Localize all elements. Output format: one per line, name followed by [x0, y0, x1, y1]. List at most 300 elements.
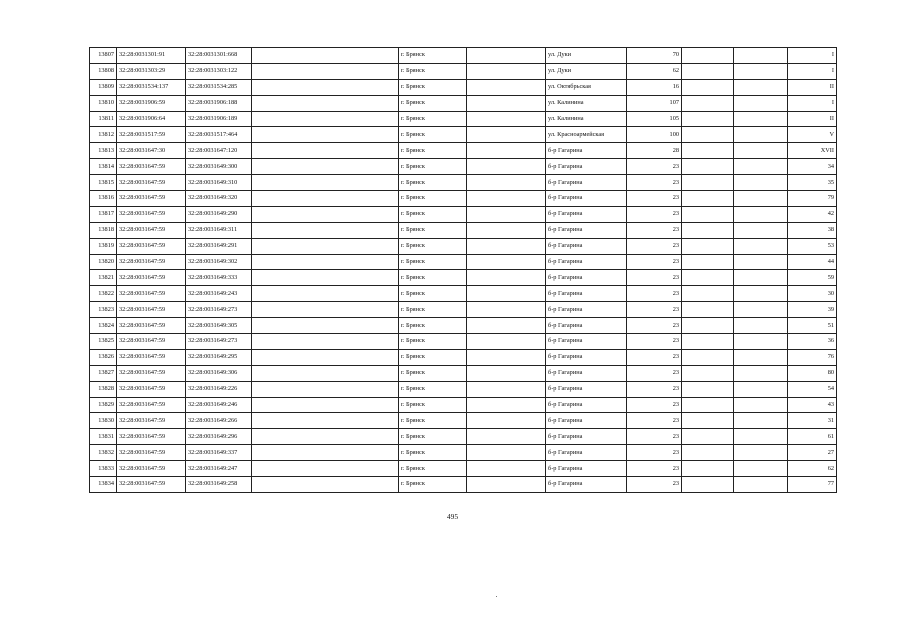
cadastral-number: 32:28:0031517:59 — [117, 127, 186, 143]
street-cell: б-р Гагарина — [546, 254, 627, 270]
object-cadastral-number: 32:28:0031649:337 — [186, 445, 252, 461]
empty-cell — [682, 191, 734, 207]
record-number: 13821 — [90, 270, 117, 286]
empty-cell — [252, 63, 399, 79]
table-row — [90, 413, 837, 429]
empty-cell — [734, 461, 788, 477]
cadastral-number: 32:28:0031647:59 — [117, 477, 186, 493]
empty-cell — [734, 238, 788, 254]
empty-cell — [734, 365, 788, 381]
street-cell: б-р Гагарина — [546, 413, 627, 429]
house-number: 23 — [627, 349, 682, 365]
record-number: 13829 — [90, 397, 117, 413]
record-number: 13830 — [90, 413, 117, 429]
table-row — [90, 79, 837, 95]
empty-cell — [734, 381, 788, 397]
table-row — [90, 429, 837, 445]
city-cell: г. Брянск — [399, 270, 467, 286]
empty-cell — [682, 318, 734, 334]
empty-cell — [467, 159, 546, 175]
unit-number: 59 — [788, 270, 837, 286]
empty-cell — [734, 254, 788, 270]
street-cell: ул. Октябрьская — [546, 79, 627, 95]
cadastral-number: 32:28:0031647:59 — [117, 159, 186, 175]
street-cell: б-р Гагарина — [546, 238, 627, 254]
empty-cell — [252, 461, 399, 477]
empty-cell — [252, 222, 399, 238]
record-number: 13833 — [90, 461, 117, 477]
empty-cell — [252, 127, 399, 143]
object-cadastral-number: 32:28:0031649:305 — [186, 318, 252, 334]
cadastral-number: 32:28:0031906:59 — [117, 95, 186, 111]
street-cell: б-р Гагарина — [546, 302, 627, 318]
street-cell: б-р Гагарина — [546, 159, 627, 175]
empty-cell — [252, 175, 399, 191]
empty-cell — [682, 334, 734, 350]
object-cadastral-number: 32:28:0031649:296 — [186, 429, 252, 445]
empty-cell — [682, 270, 734, 286]
unit-number: 31 — [788, 413, 837, 429]
empty-cell — [467, 349, 546, 365]
table-row — [90, 175, 837, 191]
house-number: 23 — [627, 175, 682, 191]
unit-number: 35 — [788, 175, 837, 191]
empty-cell — [252, 365, 399, 381]
unit-number: 53 — [788, 238, 837, 254]
table-row — [90, 318, 837, 334]
empty-cell — [252, 381, 399, 397]
record-number: 13807 — [90, 48, 117, 64]
city-cell: г. Брянск — [399, 429, 467, 445]
empty-cell — [682, 381, 734, 397]
empty-cell — [734, 143, 788, 159]
city-cell: г. Брянск — [399, 302, 467, 318]
unit-number: 39 — [788, 302, 837, 318]
empty-cell — [467, 318, 546, 334]
table-row — [90, 191, 837, 207]
empty-cell — [467, 111, 546, 127]
city-cell: г. Брянск — [399, 381, 467, 397]
house-number: 23 — [627, 365, 682, 381]
table-row — [90, 381, 837, 397]
empty-cell — [682, 286, 734, 302]
table-row — [90, 95, 837, 111]
empty-cell — [682, 477, 734, 493]
street-cell: б-р Гагарина — [546, 477, 627, 493]
empty-cell — [252, 413, 399, 429]
empty-cell — [734, 397, 788, 413]
cadastral-number: 32:28:0031647:59 — [117, 397, 186, 413]
empty-cell — [467, 79, 546, 95]
city-cell: г. Брянск — [399, 79, 467, 95]
unit-number: 34 — [788, 159, 837, 175]
object-cadastral-number: 32:28:0031647:120 — [186, 143, 252, 159]
house-number: 23 — [627, 318, 682, 334]
cadastral-number: 32:28:0031906:64 — [117, 111, 186, 127]
empty-cell — [734, 191, 788, 207]
empty-cell — [734, 111, 788, 127]
empty-cell — [252, 79, 399, 95]
unit-number: I — [788, 63, 837, 79]
cadastral-number: 32:28:0031647:59 — [117, 206, 186, 222]
street-cell: ул. Красноармейская — [546, 127, 627, 143]
house-number: 23 — [627, 191, 682, 207]
table-row — [90, 48, 837, 64]
empty-cell — [682, 127, 734, 143]
empty-cell — [467, 48, 546, 64]
empty-cell — [734, 127, 788, 143]
empty-cell — [734, 79, 788, 95]
record-number: 13811 — [90, 111, 117, 127]
record-number: 13812 — [90, 127, 117, 143]
empty-cell — [467, 286, 546, 302]
city-cell: г. Брянск — [399, 254, 467, 270]
cadastral-number: 32:28:0031647:59 — [117, 254, 186, 270]
house-number: 105 — [627, 111, 682, 127]
object-cadastral-number: 32:28:0031649:226 — [186, 381, 252, 397]
record-number: 13828 — [90, 381, 117, 397]
empty-cell — [467, 429, 546, 445]
object-cadastral-number: 32:28:0031649:311 — [186, 222, 252, 238]
cadastral-number: 32:28:0031303:29 — [117, 63, 186, 79]
city-cell: г. Брянск — [399, 48, 467, 64]
cadastral-number: 32:28:0031647:59 — [117, 175, 186, 191]
empty-cell — [252, 111, 399, 127]
city-cell: г. Брянск — [399, 286, 467, 302]
empty-cell — [467, 302, 546, 318]
unit-number: 76 — [788, 349, 837, 365]
empty-cell — [682, 413, 734, 429]
record-number: 13823 — [90, 302, 117, 318]
unit-number: 43 — [788, 397, 837, 413]
city-cell: г. Брянск — [399, 413, 467, 429]
street-cell: б-р Гагарина — [546, 191, 627, 207]
empty-cell — [734, 429, 788, 445]
register-table — [89, 47, 837, 493]
record-number: 13825 — [90, 334, 117, 350]
street-cell: б-р Гагарина — [546, 286, 627, 302]
empty-cell — [682, 365, 734, 381]
street-cell: ул. Дуки — [546, 48, 627, 64]
cadastral-number: 32:28:0031647:59 — [117, 222, 186, 238]
unit-number: V — [788, 127, 837, 143]
empty-cell — [467, 334, 546, 350]
table-row — [90, 302, 837, 318]
unit-number: II — [788, 79, 837, 95]
house-number: 23 — [627, 445, 682, 461]
record-number: 13826 — [90, 349, 117, 365]
record-number: 13819 — [90, 238, 117, 254]
street-cell: б-р Гагарина — [546, 397, 627, 413]
empty-cell — [467, 175, 546, 191]
empty-cell — [734, 334, 788, 350]
empty-cell — [252, 445, 399, 461]
object-cadastral-number: 32:28:0031649:247 — [186, 461, 252, 477]
unit-number: 27 — [788, 445, 837, 461]
city-cell: г. Брянск — [399, 238, 467, 254]
street-cell: б-р Гагарина — [546, 461, 627, 477]
unit-number: XVII — [788, 143, 837, 159]
house-number: 23 — [627, 429, 682, 445]
empty-cell — [682, 461, 734, 477]
object-cadastral-number: 32:28:0031301:668 — [186, 48, 252, 64]
city-cell: г. Брянск — [399, 334, 467, 350]
object-cadastral-number: 32:28:0031649:273 — [186, 334, 252, 350]
empty-cell — [734, 302, 788, 318]
empty-cell — [467, 397, 546, 413]
empty-cell — [734, 286, 788, 302]
scan-speck — [496, 596, 497, 597]
object-cadastral-number: 32:28:0031649:258 — [186, 477, 252, 493]
house-number: 28 — [627, 143, 682, 159]
empty-cell — [682, 175, 734, 191]
empty-cell — [682, 445, 734, 461]
city-cell: г. Брянск — [399, 318, 467, 334]
empty-cell — [682, 397, 734, 413]
record-number: 13818 — [90, 222, 117, 238]
empty-cell — [252, 334, 399, 350]
table-row — [90, 143, 837, 159]
empty-cell — [734, 175, 788, 191]
city-cell: г. Брянск — [399, 365, 467, 381]
street-cell: ул. Калинина — [546, 111, 627, 127]
empty-cell — [682, 254, 734, 270]
unit-number: 80 — [788, 365, 837, 381]
empty-cell — [734, 159, 788, 175]
street-cell: б-р Гагарина — [546, 143, 627, 159]
unit-number: 62 — [788, 461, 837, 477]
street-cell: б-р Гагарина — [546, 175, 627, 191]
street-cell: б-р Гагарина — [546, 349, 627, 365]
table-row — [90, 159, 837, 175]
record-number: 13816 — [90, 191, 117, 207]
object-cadastral-number: 32:28:0031649:291 — [186, 238, 252, 254]
object-cadastral-number: 32:28:0031534:285 — [186, 79, 252, 95]
empty-cell — [252, 159, 399, 175]
empty-cell — [252, 254, 399, 270]
city-cell: г. Брянск — [399, 445, 467, 461]
house-number: 62 — [627, 63, 682, 79]
empty-cell — [682, 349, 734, 365]
empty-cell — [734, 222, 788, 238]
object-cadastral-number: 32:28:0031649:306 — [186, 365, 252, 381]
empty-cell — [252, 286, 399, 302]
empty-cell — [467, 381, 546, 397]
house-number: 23 — [627, 238, 682, 254]
unit-number: 44 — [788, 254, 837, 270]
empty-cell — [252, 270, 399, 286]
empty-cell — [252, 143, 399, 159]
table-row — [90, 349, 837, 365]
cadastral-number: 32:28:0031301:91 — [117, 48, 186, 64]
table-row — [90, 270, 837, 286]
house-number: 100 — [627, 127, 682, 143]
empty-cell — [682, 159, 734, 175]
table-row — [90, 127, 837, 143]
table-row — [90, 286, 837, 302]
table-row — [90, 222, 837, 238]
house-number: 23 — [627, 270, 682, 286]
empty-cell — [252, 429, 399, 445]
empty-cell — [252, 238, 399, 254]
object-cadastral-number: 32:28:0031649:310 — [186, 175, 252, 191]
unit-number: 61 — [788, 429, 837, 445]
object-cadastral-number: 32:28:0031649:300 — [186, 159, 252, 175]
record-number: 13810 — [90, 95, 117, 111]
city-cell: г. Брянск — [399, 349, 467, 365]
record-number: 13817 — [90, 206, 117, 222]
empty-cell — [734, 206, 788, 222]
empty-cell — [734, 413, 788, 429]
record-number: 13832 — [90, 445, 117, 461]
empty-cell — [467, 477, 546, 493]
city-cell: г. Брянск — [399, 397, 467, 413]
record-number: 13815 — [90, 175, 117, 191]
empty-cell — [252, 48, 399, 64]
street-cell: б-р Гагарина — [546, 318, 627, 334]
empty-cell — [682, 302, 734, 318]
empty-cell — [252, 206, 399, 222]
empty-cell — [467, 254, 546, 270]
empty-cell — [682, 111, 734, 127]
empty-cell — [252, 318, 399, 334]
empty-cell — [682, 222, 734, 238]
house-number: 23 — [627, 159, 682, 175]
unit-number: 54 — [788, 381, 837, 397]
empty-cell — [467, 127, 546, 143]
street-cell: б-р Гагарина — [546, 445, 627, 461]
city-cell: г. Брянск — [399, 111, 467, 127]
table-row — [90, 111, 837, 127]
record-number: 13808 — [90, 63, 117, 79]
street-cell: б-р Гагарина — [546, 334, 627, 350]
house-number: 23 — [627, 302, 682, 318]
city-cell: г. Брянск — [399, 175, 467, 191]
table-row — [90, 238, 837, 254]
object-cadastral-number: 32:28:0031649:320 — [186, 191, 252, 207]
unit-number: 79 — [788, 191, 837, 207]
record-number: 13834 — [90, 477, 117, 493]
city-cell: г. Брянск — [399, 63, 467, 79]
unit-number: 77 — [788, 477, 837, 493]
unit-number: 51 — [788, 318, 837, 334]
city-cell: г. Брянск — [399, 127, 467, 143]
record-number: 13831 — [90, 429, 117, 445]
object-cadastral-number: 32:28:0031649:246 — [186, 397, 252, 413]
empty-cell — [467, 63, 546, 79]
empty-cell — [734, 63, 788, 79]
cadastral-number: 32:28:0031647:59 — [117, 445, 186, 461]
unit-number: 42 — [788, 206, 837, 222]
empty-cell — [682, 48, 734, 64]
object-cadastral-number: 32:28:0031649:266 — [186, 413, 252, 429]
empty-cell — [467, 445, 546, 461]
empty-cell — [467, 238, 546, 254]
empty-cell — [467, 222, 546, 238]
record-number: 13822 — [90, 286, 117, 302]
empty-cell — [682, 429, 734, 445]
object-cadastral-number: 32:28:0031649:273 — [186, 302, 252, 318]
house-number: 23 — [627, 254, 682, 270]
empty-cell — [252, 397, 399, 413]
street-cell: б-р Гагарина — [546, 429, 627, 445]
record-number: 13809 — [90, 79, 117, 95]
empty-cell — [467, 95, 546, 111]
cadastral-number: 32:28:0031647:59 — [117, 365, 186, 381]
object-cadastral-number: 32:28:0031517:464 — [186, 127, 252, 143]
house-number: 23 — [627, 413, 682, 429]
street-cell: б-р Гагарина — [546, 270, 627, 286]
object-cadastral-number: 32:28:0031649:333 — [186, 270, 252, 286]
table-row — [90, 63, 837, 79]
record-number: 13820 — [90, 254, 117, 270]
empty-cell — [682, 79, 734, 95]
city-cell: г. Брянск — [399, 191, 467, 207]
cadastral-number: 32:28:0031647:59 — [117, 413, 186, 429]
empty-cell — [467, 365, 546, 381]
empty-cell — [682, 143, 734, 159]
object-cadastral-number: 32:28:0031649:295 — [186, 349, 252, 365]
city-cell: г. Брянск — [399, 143, 467, 159]
empty-cell — [682, 95, 734, 111]
street-cell: ул. Калинина — [546, 95, 627, 111]
object-cadastral-number: 32:28:0031303:122 — [186, 63, 252, 79]
register-rows — [90, 48, 837, 493]
house-number: 23 — [627, 206, 682, 222]
page-number: 495 — [446, 512, 459, 521]
table-row — [90, 461, 837, 477]
empty-cell — [252, 191, 399, 207]
empty-cell — [682, 63, 734, 79]
empty-cell — [734, 95, 788, 111]
object-cadastral-number: 32:28:0031649:302 — [186, 254, 252, 270]
unit-number: I — [788, 95, 837, 111]
empty-cell — [467, 143, 546, 159]
table-row — [90, 397, 837, 413]
record-number: 13824 — [90, 318, 117, 334]
object-cadastral-number: 32:28:0031906:188 — [186, 95, 252, 111]
house-number: 70 — [627, 48, 682, 64]
empty-cell — [682, 238, 734, 254]
empty-cell — [734, 48, 788, 64]
cadastral-number: 32:28:0031647:59 — [117, 429, 186, 445]
empty-cell — [467, 413, 546, 429]
empty-cell — [734, 477, 788, 493]
cadastral-number: 32:28:0031647:59 — [117, 334, 186, 350]
city-cell: г. Брянск — [399, 159, 467, 175]
empty-cell — [682, 206, 734, 222]
street-cell: б-р Гагарина — [546, 222, 627, 238]
house-number: 23 — [627, 222, 682, 238]
unit-number: II — [788, 111, 837, 127]
street-cell: б-р Гагарина — [546, 365, 627, 381]
empty-cell — [252, 477, 399, 493]
house-number: 23 — [627, 381, 682, 397]
house-number: 107 — [627, 95, 682, 111]
empty-cell — [734, 318, 788, 334]
unit-number: 36 — [788, 334, 837, 350]
cadastral-number: 32:28:0031647:59 — [117, 318, 186, 334]
street-cell: б-р Гагарина — [546, 381, 627, 397]
cadastral-number: 32:28:0031647:59 — [117, 381, 186, 397]
house-number: 23 — [627, 461, 682, 477]
object-cadastral-number: 32:28:0031649:243 — [186, 286, 252, 302]
cadastral-number: 32:28:0031534:137 — [117, 79, 186, 95]
street-cell: б-р Гагарина — [546, 206, 627, 222]
cadastral-number: 32:28:0031647:59 — [117, 191, 186, 207]
empty-cell — [252, 302, 399, 318]
city-cell: г. Брянск — [399, 95, 467, 111]
